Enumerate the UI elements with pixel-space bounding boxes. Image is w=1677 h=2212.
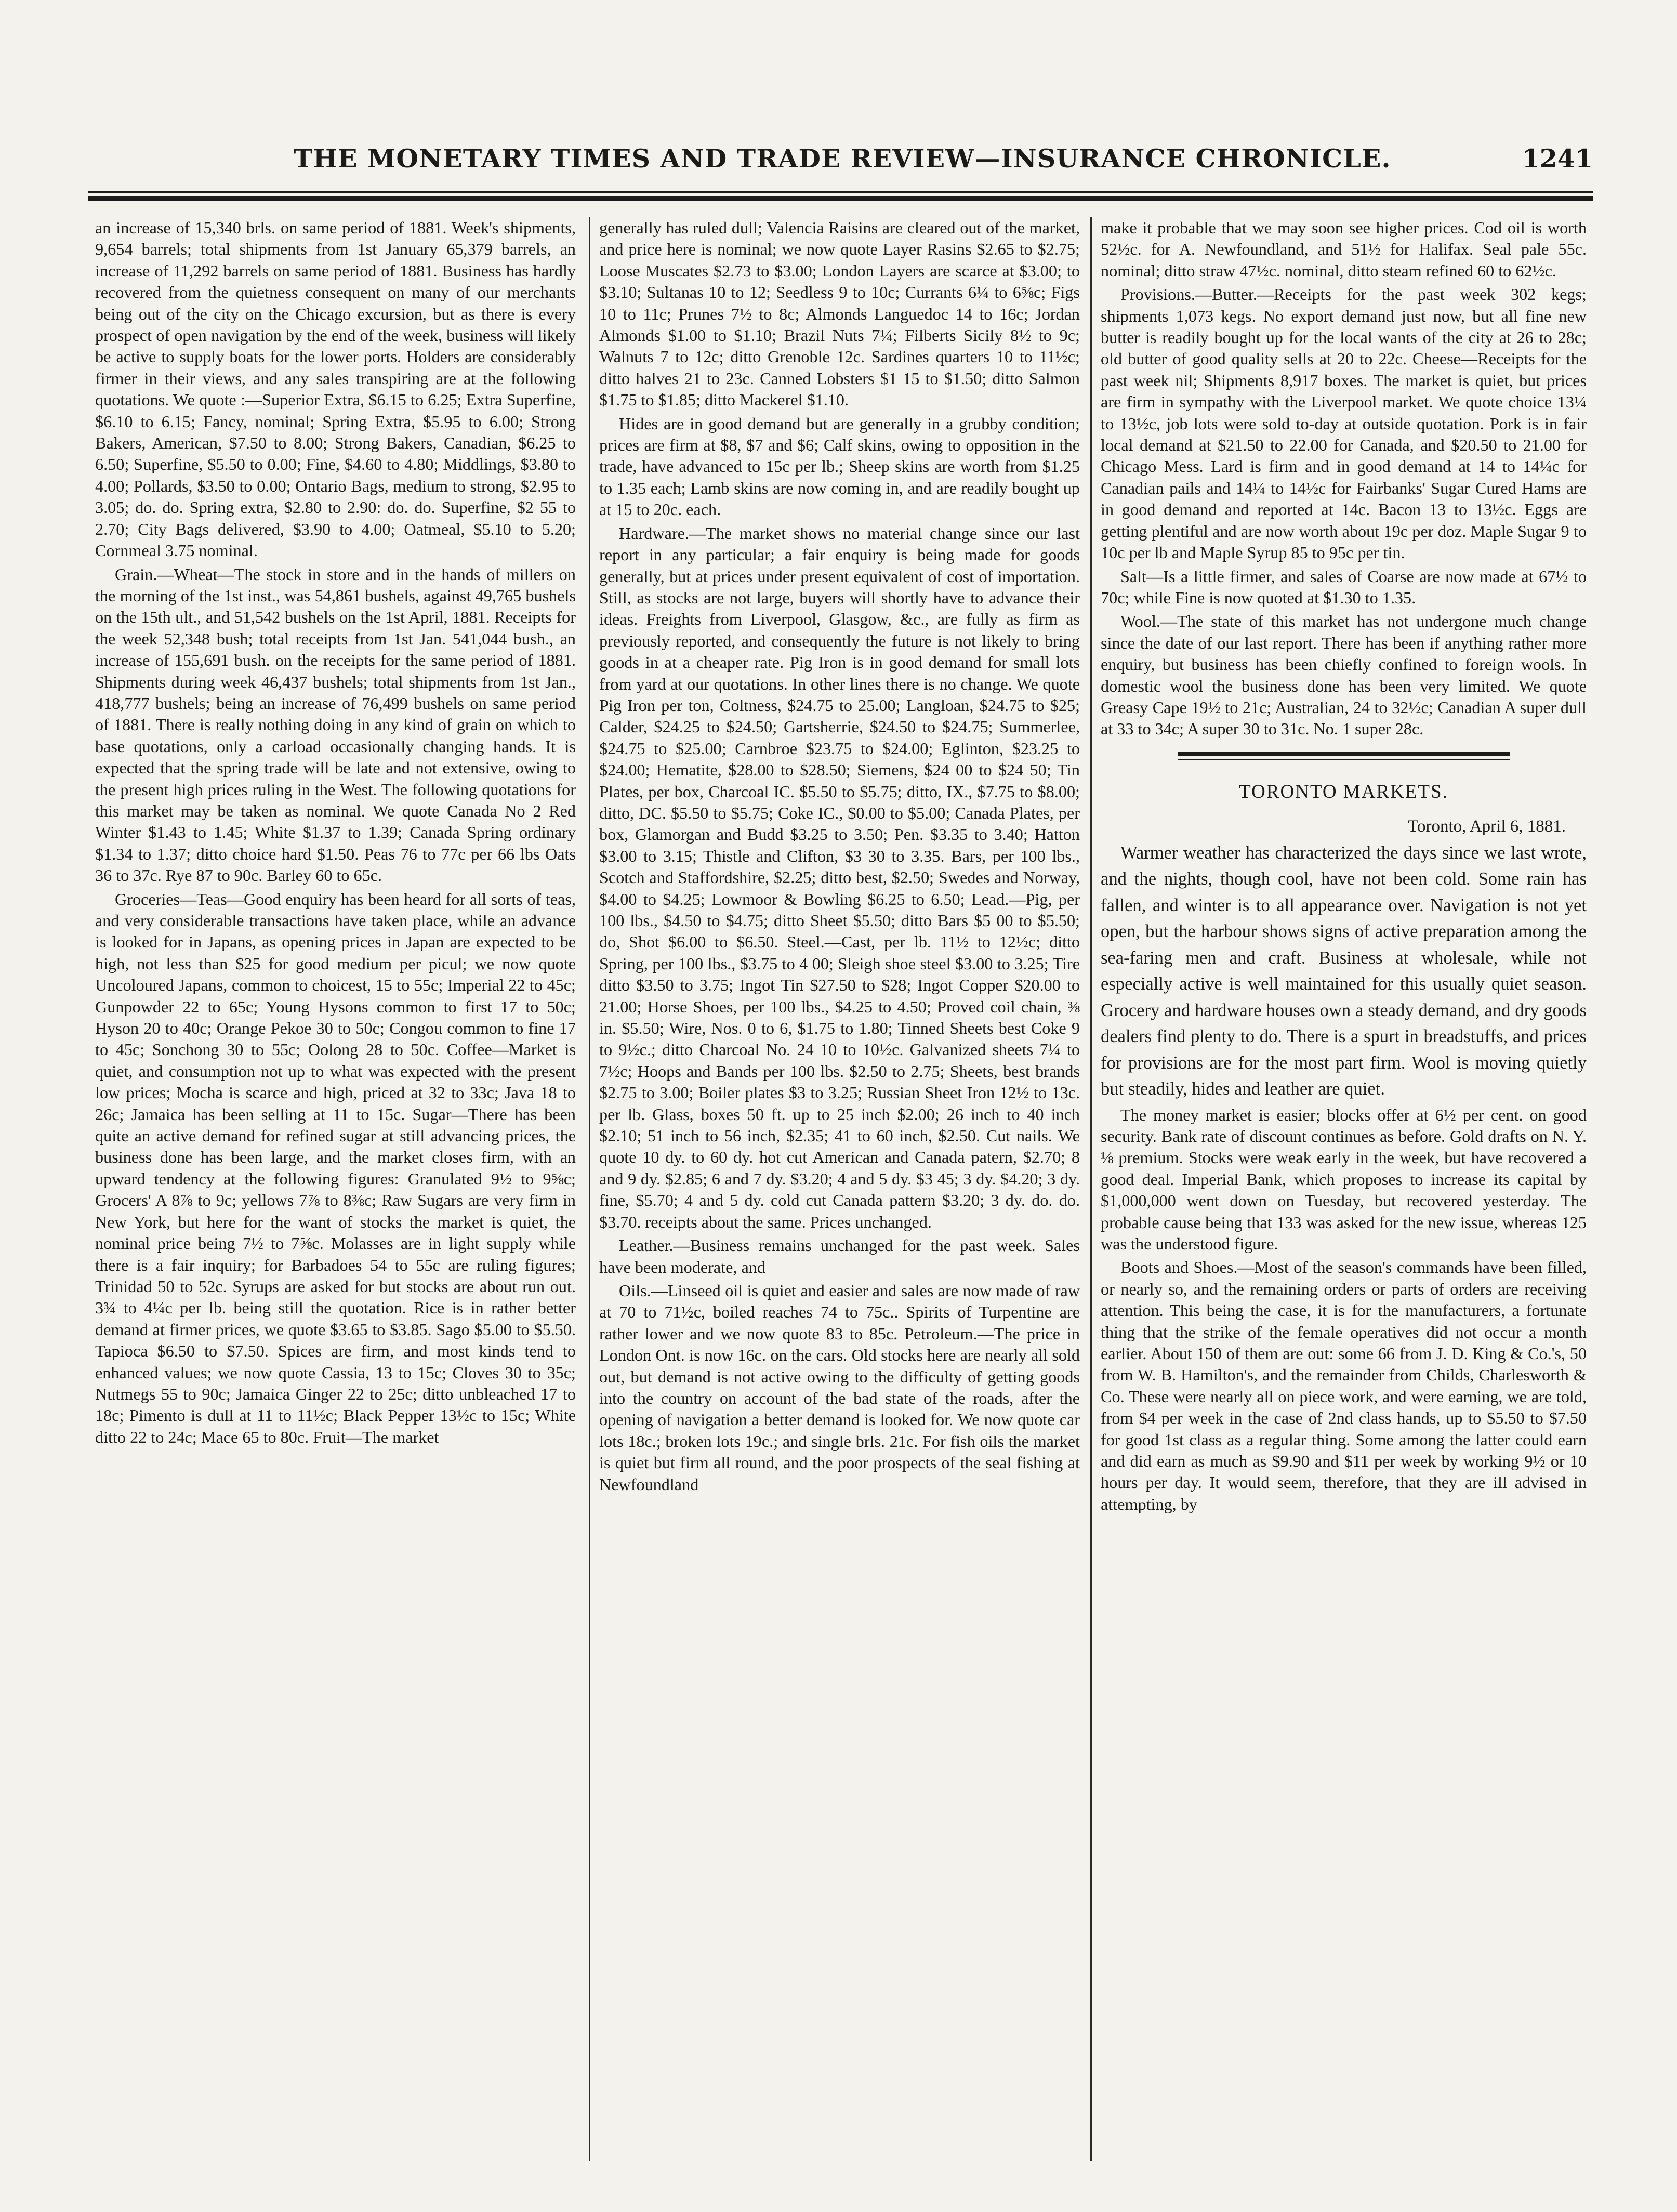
column-divider-2 bbox=[1090, 217, 1092, 2161]
hardware-paragraph: Hardware.—The market shows no material change since our last report in any particular; a fair enquiry is being made for goods generally, but at prices under present equivalent of cost of importation. Still, as stocks are not large, buyers will shortly have to advance their ideas. Freights from Liverpool, Glasgow, &c., are fully as firm as previously reported, and consequently the future is not likely to bring goods in at a cheaper rate. Pig Iron is in good demand for small lots from yard at our quotations. In other lines there is no change. We quote Pig Iron per ton, Coltness, $24.75 to 25.00; Langloan, $24.75 to $25; Calder, $24.25 to $24.50; Gartsherrie, $24.50 to $24.75; Summerlee, $24.75 to $25.00; Carnbroe $23.75 to $24.00; Eglinton, $23.25 to $24.00; Hematite, $28.00 to $28.50; Siemens, $24 00 to $24 50; Tin Plates, per box, Charcoal IC. $5.50 to $5.75; ditto, IX., $7.75 to $8.00; ditto, DC. $5.50 to $5.75; Coke IC., $0.00 to $5.00; Canada Plates, per box, Glamorgan and Budd $3.25 to 3.50; Pen. $3.35 to 3.40; Hatton $3.00 to 3.15; Thistle and Clifton, $3 30 to 3.35. Bars, per 100 lbs., Scotch and Staffordshire, $2.25; ditto best, $2.50; Swedes and Norway, $4.00 to $4.25; Lowmoor & Bowling $6.25 to 6.50; Lead.—Pig, per 100 lbs., $4.50 to $4.75; ditto Sheet $5.50; ditto Bars $5 00 to $5.50; do, Shot $6.00 to $6.50. Steel.—Cast, per lb. 11½ to 12½c; ditto Spring, per 100 lbs., $3.75 to 4 00; Sleigh shoe steel $3.00 to 3.25; Tire ditto $3.50 to 3.75; Ingot Tin $27.50 to $28; Ingot Copper $20.00 to 21.00; Horse Shoes, per 100 lbs., $4.25 to 4.50; Proved coil chain, ⅜ in. $5.50; Wire, Nos. 0 to 6, $1.75 to 1.80; Tinned Sheets best Coke 9 to 9½c.; ditto Charcoal No. 24 10 to 10½c. Galvanized sheets 7¼ to 7½c; Hoops and Bands per 100 lbs. $2.50 to 2.75; Sheets, best brands $2.75 to 3.00; Boiler plates $3 to 3.25; Russian Sheet Iron 12½ to 13c. per lb. Glass, boxes 50 ft. up to 25 inch $2.00; 26 inch to 40 inch $2.10; 51 inch to 56 inch, $2.35; 41 to 60 inch, $2.50. Cut nails. We quote 10 dy. to 60 dy. hot cut American and Canada patern, $2.70; 8 and 9 dy. $2.85; 6 and 7 dy. $3.20; 4 and 5 dy. $3 45; 3 dy. $4.20; 3 dy. fine, $5.70; 4 and 5 dy. cold cut Canada pattern $3.20; 3 dy. do. do. $3.70. receipts about the same. Prices unchanged. bbox=[599, 523, 1080, 1231]
section-rule-thick bbox=[1178, 752, 1510, 756]
section-rule-thin bbox=[1178, 759, 1510, 760]
column-3 bbox=[1101, 217, 1587, 2171]
fruit-paragraph: generally has ruled dull; Valencia Raisins are cleared out of the market, and price here is nominal; we now quote Layer Rasins $2.65 to $2.75; Loose Muscates $2.73 to $3.00; London Layers are scarce at $3.00; to $3.10; Sultanas 10 to 12; Seedless 9 to 10c; Currants 6¼ to 6⅝c; Figs 10 to 11c; Prunes 7½ to 8c; Almonds Languedoc 14 to 16c; Jordan Almonds $1.00 to $1.10; Brazil Nuts 7¼; Filberts Sicily 8½ to 9c; Walnuts 7 to 12c; ditto Grenoble 12c. Sardines quarters 10 to 11½c; ditto halves 21 to 23c. Canned Lobsters $1 15 to $1.50; ditto Salmon $1.75 to $1.85; ditto Mackerel $1.10. bbox=[599, 218, 1080, 410]
groceries-paragraph: Groceries—Teas—Good enquiry has been heard for all sorts of teas, and very considerable transactions have taken place, while an advance is looked for in Japans, as opening prices in Japan are expected to be high, not less than $25 for good medium per picul; we now quote Uncoloured Japans, common to choicest, 15 to 55c; Imperial 22 to 45c; Gunpowder 22 to 65c; Young Hysons common to first 17 to 50c; Hyson 20 to 40c; Orange Pekoe 30 to 50c; Congou common to fine 17 to 45c; Sonchong 30 to 55c; Oolong 28 to 50c. Coffee—Market is quiet, and consumption not up to what was expected with the present low prices; Mocha is scarce and high, priced at 32 to 33c; Java 18 to 26c; Jamaica has been selling at 11 to 15c. Sugar—There has been quite an active demand for refined sugar at still advancing prices, the business done has been large, and the market closes firm, with an upward tendency at the following figures: Granulated 9½ to 9⅝c; Grocers' A 8⅞ to 9c; yellows 7⅞ to 8⅜c; Raw Sugars are very firm in New York, but here for the want of stocks the market is quiet, the nominal price being 7½ to 7⅝c. Molasses are in light supply while there is a fair inquiry; for Barbadoes 54 to 55c are ruling figures; Trinidad 50 to 52c. Syrups are asked for but stocks are about run out. 3¾ to 4¼c per lb. being still the quotation. Rice is in rather better demand at firmer prices, we quote $3.65 to $3.85. Sago $5.00 to $5.50. Tapioca $6.50 to $7.50. Spices are firm, and most kinds tend to enhanced values; we now quote Cassia, 13 to 15c; Cloves 30 to 35c; Nutmegs 55 to 90c; Jamaica Ginger 22 to 25c; ditto unbleached 17 to 18c; Pimento is dull at 11 to 11½c; Black Pepper 13½c to 15c; White ditto 22 to 24c; Mace 65 to 80c. Fruit—The market bbox=[95, 889, 576, 1446]
wool-paragraph: Wool.—The state of this market has not undergone much change since the date of our last report. There has been if anything rather more enquiry, but business has been chiefly confined to foreign wools. In domestic wool the business done has been very limited. We quote Greasy Cape 19½ to 21c; Australian, 24 to 32½c; Canadian A super dull at 33 to 34c; A super 30 to 31c. No. 1 super 28c. bbox=[1101, 612, 1587, 739]
oils-continued-paragraph: make it probable that we may soon see higher prices. Cod oil is worth 52½c. for A. Newfoundland, and 51½ for Halifax. Seal pale 55c. nominal; ditto straw 47½c. nominal, ditto steam refined 60 to 62½c. bbox=[1101, 218, 1587, 280]
page-number: 1241 bbox=[1522, 143, 1593, 174]
column-2 bbox=[599, 217, 1080, 2171]
oils-paragraph: Oils.—Linseed oil is quiet and easier and sales are now made of raw at 70 to 71½c, boiled reaches 74 to 75c.. Spirits of Turpentine are rather lower and we now quote 83 to 85c. Petroleum.—The price in London Ont. is now 16c. on the cars. Old stocks here are nearly all sold out, but demand is not active owing to the difficulty of getting goods into the country on account of the bad state of the roads, after the opening of navigation a better demand is looked for. We now quote car lots 18c.; broken lots 19c.; and single brls. 21c. For fish oils the market is quiet but firm all round, and the poor prospects of the seal fishing at Newfoundland bbox=[599, 1281, 1080, 1494]
toronto-dateline: Toronto, April 6, 1881. bbox=[1408, 817, 1566, 836]
page-header bbox=[88, 141, 1593, 183]
running-title: THE MONETARY TIMES AND TRADE REVIEW—INSURANCE CHRONICLE. bbox=[294, 143, 1391, 174]
column-1 bbox=[95, 217, 576, 2171]
header-rule-thin bbox=[88, 191, 1593, 193]
provisions-paragraph: Provisions.—Butter.—Receipts for the past week 302 kegs; shipments 1,073 kegs. No export demand just now, but all fine new butter is readily bought up for the local wants of the city at 26 to 28c; old butter of good quality sells at 20 to 22c. Cheese—Receipts for the past week nil; Shipments 8,917 boxes. The market is quiet, but prices are firm in sympathy with the Liverpool market. We quote choice 13¼ to 13½c, job lots were sold to-day at outside quotation. Pork is in fair local demand at $21.50 to 22.00 for Canada, and $20.50 to 21.00 for Chicago Mess. Lard is firm and in good demand at 14 to 14¼c for Canadian pails and 14¼ to 14½c for Fairbanks' Sugar Cured Hams are in good demand and reported at 14c. Bacon 13 to 13½c. Eggs are getting plentiful and are now worth about 19c per doz. Maple Sugar 9 to 10c per lb and Maple Syrup 85 to 95c per tin. bbox=[1101, 285, 1587, 562]
toronto-markets-heading: TORONTO MARKETS. bbox=[1239, 781, 1448, 802]
hides-paragraph: Hides are in good demand but are generally in a grubby condition; prices are firm at $8, $7 and $6; Calf skins, owing to opposition in the trade, have advanced to 15c per lb.; Sheep skins are worth from $1.25 to 1.35 each; Lamb skins are now coming in, and are readily bought up at 15 to 20c. each. bbox=[599, 414, 1080, 519]
salt-paragraph: Salt—Is a little firmer, and sales of Coarse are now made at 67½ to 70c; while Fine is now quoted at $1.30 to 1.35. bbox=[1101, 567, 1587, 607]
toronto-money-paragraph: The money market is easier; blocks offer at 6½ per cent. on good security. Bank rate of discount continues as before. Gold drafts on N. Y. ⅛ premium. Stocks were weak early in the week, but have recovered a good deal. Imperial Bank, which proposes to increase its capital by $1,000,000 went down on Tuesday, but recovered yesterday. The probable cause being that 133 was asked for the new issue, whereas 125 was the understood figure. bbox=[1101, 1105, 1587, 1253]
column-divider-1 bbox=[589, 217, 590, 2161]
grain-paragraph: Grain.—Wheat—The stock in store and in the hands of millers on the morning of the 1st inst., was 54,861 bushels, against 49,765 bushels on the 15th ult., and 51,542 bushels on the 1st April, 1881. Receipts for the week 52,348 bush; total receipts from 1st Jan. 541,044 bush., an increase of 155,691 bush. on the receipts for the same period of 1881. Shipments during week 46,437 bushels; total shipments from 1st Jan., 418,777 bushels; being an increase of 76,499 bushels on same period of 1881. There is really nothing doing in any kind of grain on which to base quotations, only a carload occasionally changing hands. It is expected that the spring trade will be late and not extensive, owing to the present high prices ruling in the West. The following quotations for this market may be taken as nominal. We quote Canada No 2 Red Winter $1.43 to 1.45; White $1.37 to 1.39; Canada Spring ordinary $1.34 to 1.37; ditto choice hard $1.50. Peas 76 to 77c per 66 lbs Oats 36 to 37c. Rye 87 to 90c. Barley 60 to 65c. bbox=[95, 564, 576, 885]
boots-shoes-paragraph: Boots and Shoes.—Most of the season's commands have been filled, or nearly so, and the remaining orders or parts of orders are receiving attention. This being the case, it is for the manufacturers, a fortunate thing that the strike of the female operatives did not occur a month earlier. About 150 of them are out: some 66 from J. D. King & Co.'s, 50 from W. B. Hamilton's, and the remainder from Childs, Charlesworth & Co. These were nearly all on piece work, and were earning, we are told, from $4 per week in the case of 2nd class hands, up to $5.50 to $7.50 for good 1st class as a regular thing. Some among the latter could earn and did earn as much as $9.90 and $11 per week by working 9½ or 10 hours per day. It would seem, therefore, that they are ill advised in attempting, by bbox=[1101, 1258, 1587, 1513]
toronto-weather-paragraph: Warmer weather has characterized the days since we last wrote, and the nights, though cool, have not been cold. Some rain has fallen, and winter is to all appearance over. Navigation is not yet open, but the harbour shows signs of active preparation among the sea-faring men and craft. Business at wholesale, while not especially active is well maintained for this usually quiet season. Grocery and hardware houses own a steady demand, and dry goods dealers find plenty to do. There is a spurt in breadstuffs, and prices for provisions are for the most part firm. Wool is moving quietly but steadily, hides and leather are quiet. bbox=[1101, 842, 1587, 1099]
leather-paragraph: Leather.—Business remains unchanged for the past week. Sales have been moderate, and bbox=[599, 1236, 1080, 1276]
flour-paragraph: an increase of 15,340 brls. on same period of 1881. Week's shipments, 9,654 barrels; total shipments from 1st January 65,379 barrels, an increase of 11,292 barrels on same period of 1881. Business has hardly recovered from the quietness consequent on many of our merchants being out of the city on the Chicago excursion, but as there is every prospect of open navigation by the end of the week, business will likely be active to supply boats for the lower ports. Holders are considerably firmer in their views, and any sales transpiring are at the following quotations. We quote :—Superior Extra, $6.15 to 6.25; Extra Superfine, $6.10 to 6.15; Fancy, nominal; Spring Extra, $5.95 to 6.00; Strong Bakers, American, $7.50 to 8.00; Strong Bakers, Canadian, $6.25 to 6.50; Superfine, $5.50 to 0.00; Fine, $4.60 to 4.80; Middlings, $3.80 to 4.00; Pollards, $3.50 to 0.00; Ontario Bags, medium to strong, $2.95 to 3.05; do. do. Spring extra, $2.80 to 2.90: do. do. Superfine, $2 55 to 2.70; City Bags delivered, $3.90 to 4.00; Oatmeal, $5.10 to 5.20; Cornmeal 3.75 nominal. bbox=[95, 218, 576, 560]
header-rule-thick bbox=[88, 196, 1593, 201]
